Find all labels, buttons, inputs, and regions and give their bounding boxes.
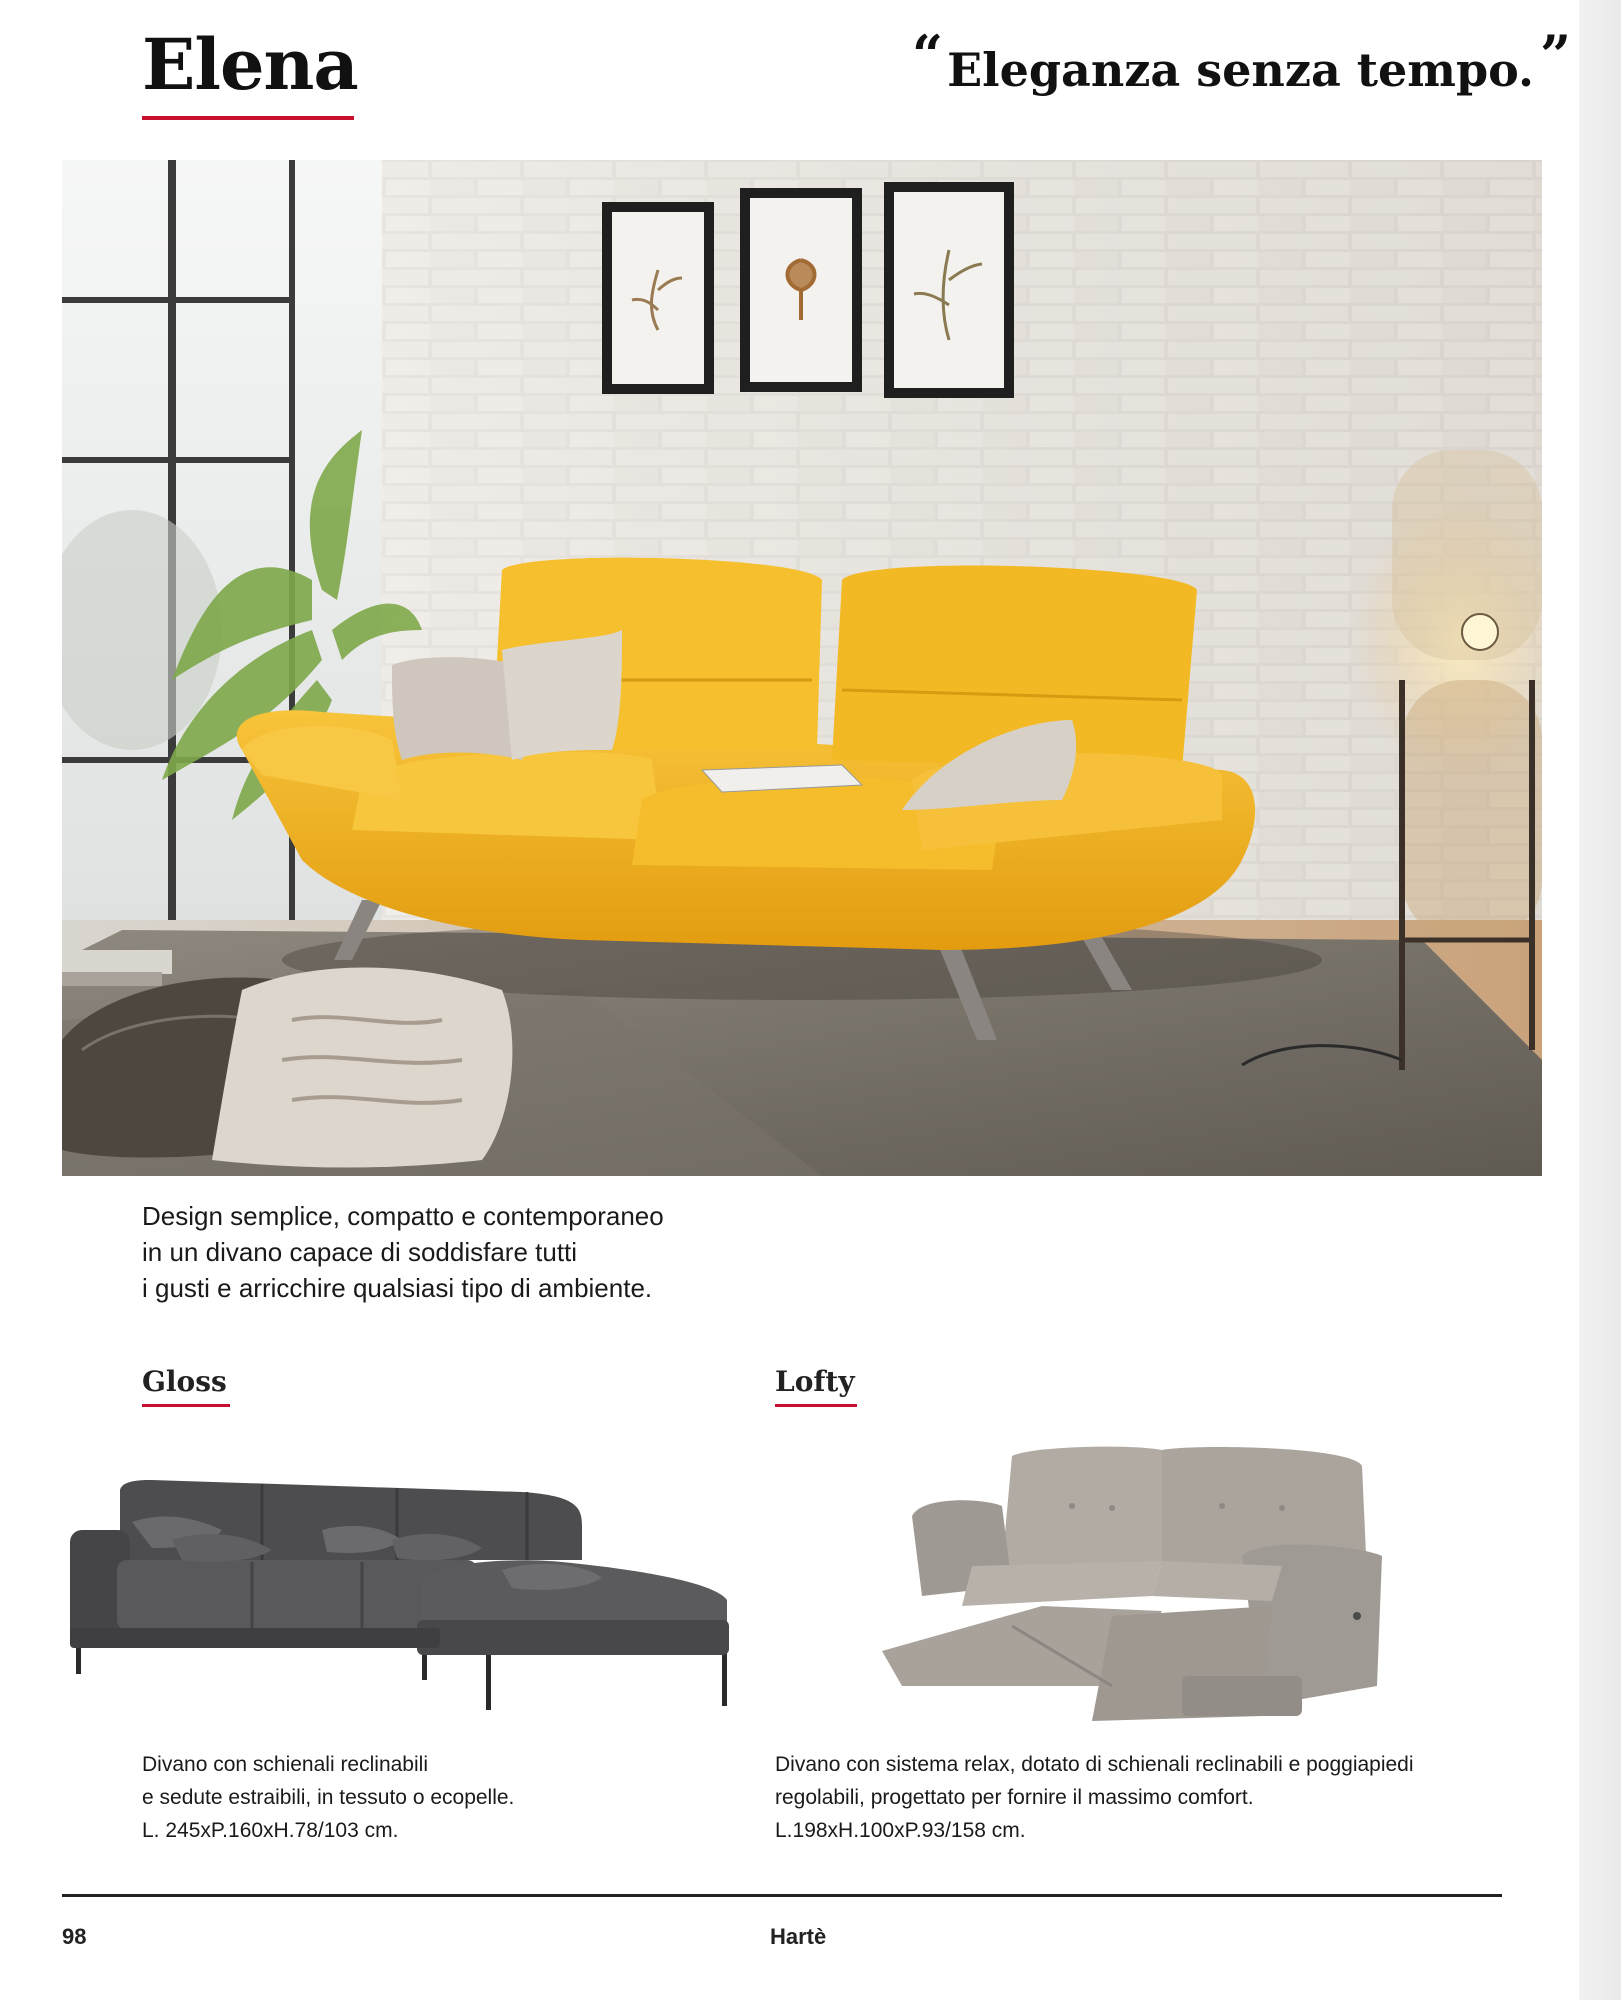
gloss-photo	[62, 1470, 742, 1710]
grey-recliner-sofa-photo	[862, 1436, 1382, 1726]
description-line: in un divano capace di soddisfare tutti	[142, 1237, 578, 1267]
page-number: 98	[62, 1924, 87, 1949]
lofty-heading-underline	[775, 1404, 857, 1407]
page-title: Elena	[142, 23, 358, 106]
gloss-description-line: Divano con schienali reclinabili	[142, 1753, 428, 1776]
yellow-sofa-photo	[62, 160, 1542, 1176]
description-line: Design semplice, compatto e contemporaneo	[142, 1201, 664, 1231]
lofty-heading: Lofty	[775, 1365, 855, 1398]
brand-name: Hartè	[770, 1924, 827, 1949]
open-quote-mark: “	[912, 23, 944, 87]
gloss-heading: Gloss	[142, 1365, 227, 1398]
hero-photo	[62, 160, 1542, 1176]
lofty-description-line: L.198xH.100xP.93/158 cm.	[775, 1819, 1026, 1842]
lofty-description	[775, 1748, 1414, 1847]
lofty-photo	[862, 1436, 1382, 1726]
gloss-description	[142, 1748, 514, 1847]
gloss-description-line: L. 245xP.160xH.78/103 cm.	[142, 1819, 399, 1842]
footer-divider	[62, 1894, 1502, 1897]
tagline-text: Eleganza senza tempo.	[947, 43, 1535, 97]
gloss-heading-underline	[142, 1404, 230, 1407]
close-quote-mark: ”	[1540, 23, 1572, 87]
dark-corner-sofa-photo	[62, 1470, 742, 1710]
lofty-description-line: regolabili, progettato per fornire il massimo comfort.	[775, 1786, 1254, 1809]
tagline-quote	[912, 23, 1572, 97]
gloss-description-line: e sedute estraibili, in tessuto o ecopelle.	[142, 1786, 515, 1809]
page-edge-shadow	[1579, 0, 1621, 2000]
product-description	[142, 1198, 664, 1306]
lofty-description-line: Divano con sistema relax, dotato di schienali reclinabili e poggiapiedi	[775, 1753, 1414, 1776]
title-underline	[142, 116, 354, 120]
description-line: i gusti e arricchire qualsiasi tipo di ambiente.	[142, 1273, 653, 1303]
